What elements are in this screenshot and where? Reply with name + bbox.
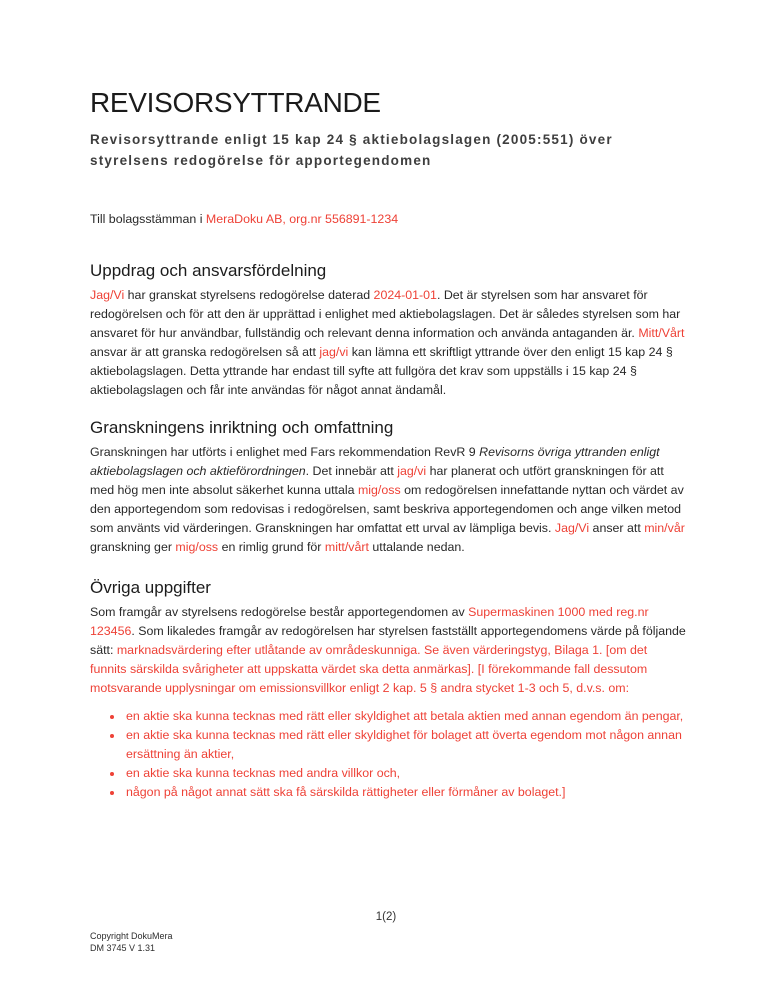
document-title: REVISORSYTTRANDE bbox=[90, 87, 381, 118]
text-segment: om redogörelsen innefattande nyttan och värdet av den apportegendom som redovisas i redogörelsen, samt beskriva apportegendomen och ange vilken metod som använts vid värderingen. Granskningen har omfattat ett urval av lämpliga bevis. bbox=[90, 483, 684, 535]
text-segment: Granskningen har utförts i enlighet med Fars rekommendation RevR 9 bbox=[90, 445, 480, 459]
text-segment: Jag/Vi bbox=[554, 521, 590, 535]
copyright-block bbox=[90, 931, 173, 954]
text-segment: . Som likaledes framgår av redogörelsen har styrelsen fastställt apportegendomens värde på följande sätt: bbox=[90, 624, 686, 657]
list-item: • en aktie ska kunna tecknas med andra villkor och, bbox=[124, 764, 690, 783]
section-heading-uppdrag: Uppdrag och ansvarsfördelning bbox=[90, 261, 327, 280]
section-granskning bbox=[90, 416, 686, 557]
text-segment: mitt/vårt bbox=[324, 540, 369, 554]
bullet-list bbox=[90, 707, 690, 802]
recipient-line bbox=[90, 211, 686, 227]
text-segment: Mitt/Vårt bbox=[638, 326, 685, 340]
section-heading-ovriga: Övriga uppgifter bbox=[90, 578, 211, 597]
list-item: • en aktie ska kunna tecknas med rätt eller skyldighet för bolaget att överta egendom mot någon annan ersättning än aktier, bbox=[124, 726, 690, 764]
text-segment: 2024-01-01 bbox=[373, 288, 437, 302]
text-segment: Supermaskinen 1000 med reg.nr 123456 bbox=[90, 605, 649, 638]
text-segment: har granskat styrelsens redogörelse daterad bbox=[124, 288, 374, 302]
copyright-line: Copyright DokuMera bbox=[90, 931, 173, 941]
text-segment: granskning ger bbox=[90, 540, 176, 554]
list-item: • någon på något annat sätt ska få särskilda rättigheter eller förmåner av bolaget.] bbox=[124, 783, 690, 802]
section-paragraph-ovriga bbox=[90, 603, 686, 698]
text-segment: Till bolagsstämman i bbox=[90, 212, 206, 226]
list-item: • en aktie ska kunna tecknas med rätt eller skyldighet att betala aktien med annan egendom än pengar, bbox=[124, 707, 690, 726]
text-segment: Som framgår av styrelsens redogörelse består apportegendomen av bbox=[90, 605, 469, 619]
text-segment: kan lämna ett skriftligt yttrande över den enligt 15 kap 24 § aktiebolagslagen. Detta yttrande har endast till syfte att fullgöra det krav som uppställs i 15 kap 24 § aktiebolagslagen och får inte användas för något annat ändamål. bbox=[90, 345, 673, 397]
text-segment: mig/oss bbox=[357, 483, 401, 497]
text-segment: mig/oss bbox=[175, 540, 219, 554]
section-ovriga bbox=[90, 576, 686, 802]
section-uppdrag bbox=[90, 259, 686, 400]
text-segment: en rimlig grund för bbox=[218, 540, 325, 554]
section-paragraph-granskning bbox=[90, 443, 686, 557]
text-segment: har planerat och utfört granskningen för att med hög men inte absolut säkerhet kunna uttala bbox=[90, 464, 664, 497]
document-subtitle: Revisorsyttrande enligt 15 kap 24 § aktiebolagslagen (2005:551) över styrelsens redogörelse för apportegendomen bbox=[90, 132, 613, 168]
text-segment: ansvar är att granska redogörelsen så att bbox=[90, 345, 320, 359]
text-segment: Revisorns övriga yttranden enligt aktiebolagslagen och aktieförordningen bbox=[90, 445, 660, 478]
text-segment: min/vår bbox=[644, 521, 685, 535]
page-number: 1(2) bbox=[375, 911, 397, 923]
text-segment: uttalande nedan. bbox=[368, 540, 465, 554]
text-segment: . Det innebär att bbox=[305, 464, 398, 478]
text-segment: anser att bbox=[589, 521, 645, 535]
text-segment: Jag/Vi bbox=[90, 288, 125, 302]
text-segment: jag/vi bbox=[319, 345, 349, 359]
text-segment: marknadsvärdering efter utlåtande av områdeskunniga. Se även värderingstyg, Bilaga 1. [om det funnits särskilda svårigheter att uppskatta värdet ska detta anmärkas]. [I förekommande fall dessutom motsvarande upplysningar om emissionsvillkor enligt 2 kap. 5 § andra stycket 1-3 och 5, d.v.s. om: bbox=[90, 643, 648, 695]
section-heading-granskning: Granskningens inriktning och omfattning bbox=[90, 418, 394, 437]
text-segment: MeraDoku AB, org.nr 556891-1234 bbox=[205, 212, 399, 226]
document-version-line: DM 3745 V 1.31 bbox=[90, 942, 156, 953]
text-segment: . Det är styrelsen som har ansvaret för redogörelsen och för att den är upprättad i enlighet med aktiebolagslagen. Det är således styrelsen som har ansvaret för hur användbar, fullständig och relevant denna information och använda antaganden är. bbox=[90, 288, 681, 340]
text-segment: jag/vi bbox=[397, 464, 427, 478]
section-paragraph-uppdrag bbox=[90, 286, 686, 400]
